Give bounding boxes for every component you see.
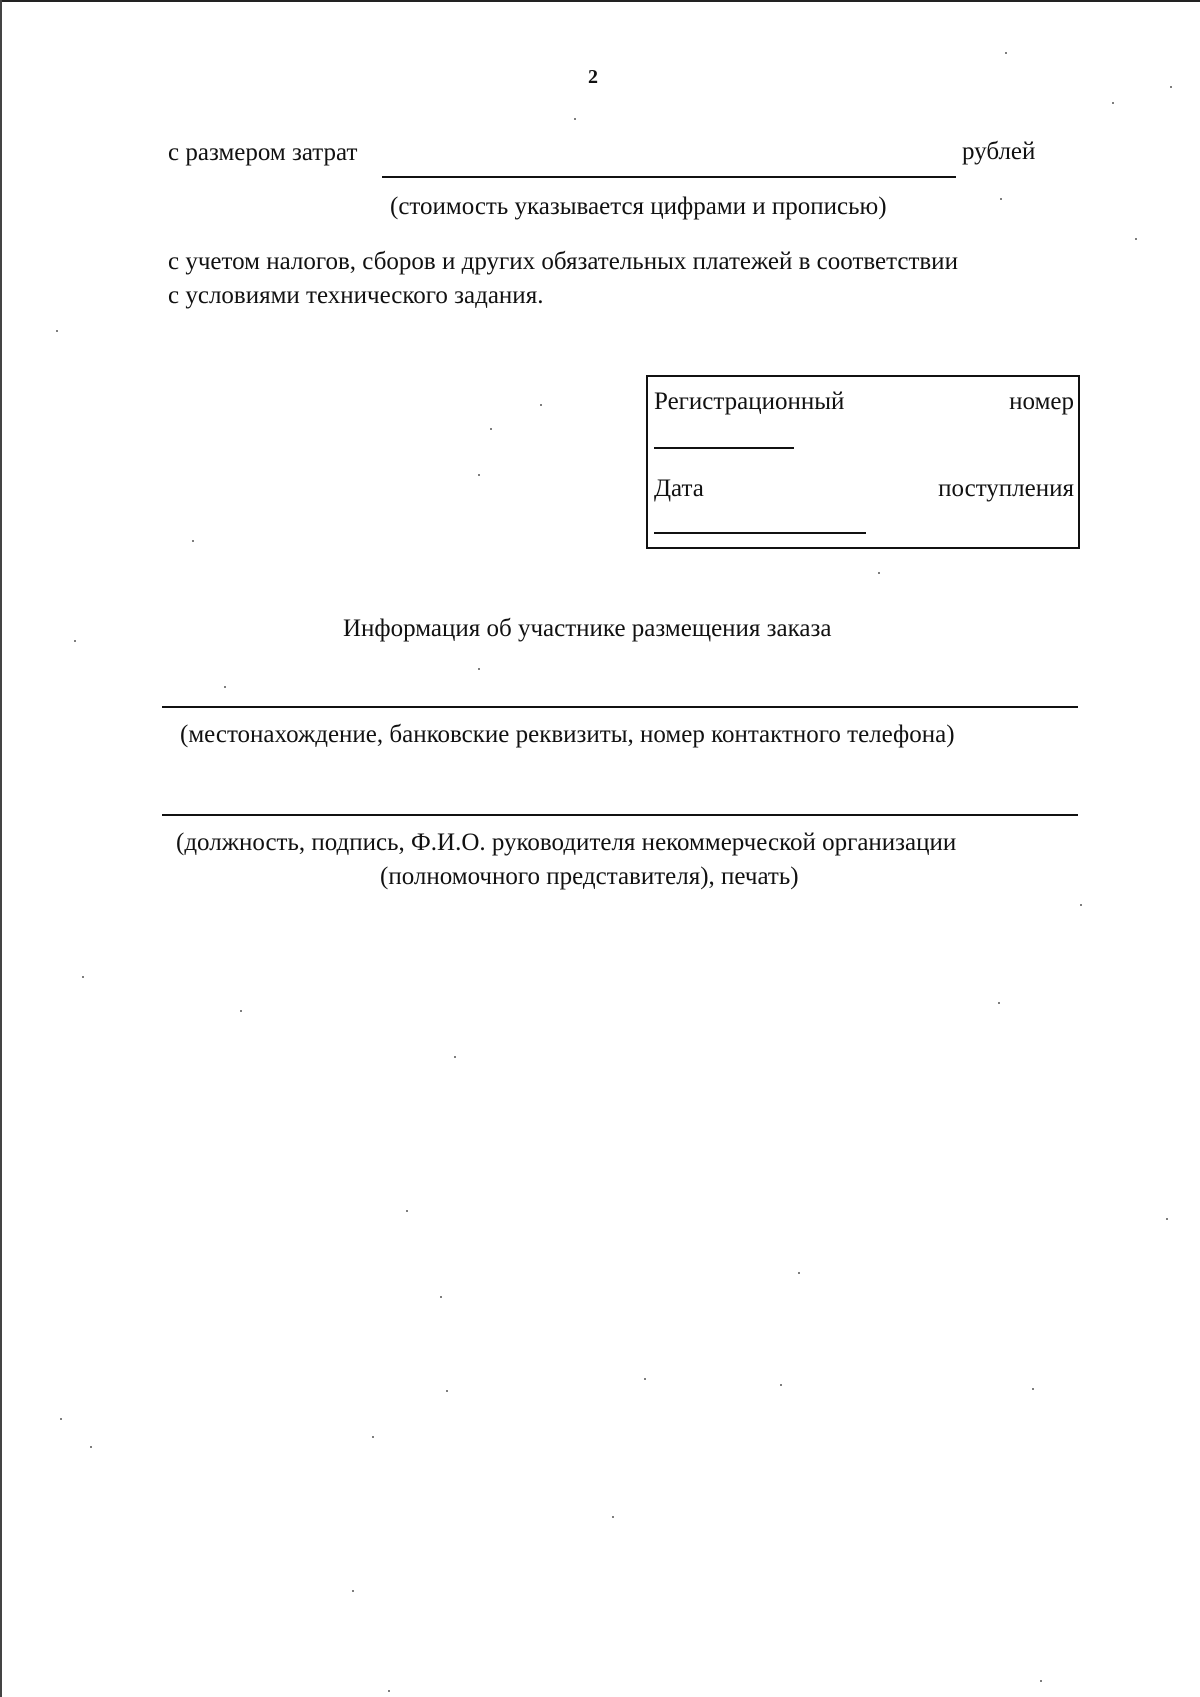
scan-speck — [1170, 86, 1172, 88]
scan-speck — [1040, 1680, 1042, 1682]
scan-speck — [352, 1590, 354, 1592]
scan-speck — [440, 1296, 442, 1298]
scan-speck — [446, 1390, 448, 1392]
scan-speck — [878, 572, 880, 574]
cost-prefix: с размером затрат — [168, 139, 358, 166]
scan-speck — [780, 1384, 782, 1386]
scan-speck — [406, 1210, 408, 1212]
scan-speck — [998, 1002, 1000, 1004]
scan-speck — [490, 428, 492, 430]
scan-speck — [388, 1690, 390, 1692]
taxes-line-2: с условиями технического задания. — [168, 282, 544, 309]
registration-number-label: Регистрационный — [654, 388, 845, 415]
scan-speck — [224, 686, 226, 688]
scan-speck — [90, 1446, 92, 1448]
location-fill-line — [162, 706, 1078, 708]
scan-speck — [454, 1056, 456, 1058]
arrival-date-label-right: поступления — [938, 475, 1074, 502]
arrival-date-fill-line — [654, 532, 866, 534]
scan-speck — [574, 118, 576, 120]
signature-hint-line-2: (полномочного представителя), печать) — [380, 863, 799, 890]
scan-speck — [1032, 1388, 1034, 1390]
scan-speck — [82, 976, 84, 978]
cost-hint: (стоимость указывается цифрами и прописью) — [390, 193, 887, 220]
registration-number-label-right: номер — [1009, 388, 1074, 415]
page-number: 2 — [588, 66, 598, 88]
cost-suffix: рублей — [962, 138, 1036, 165]
scan-speck — [74, 640, 76, 642]
scan-speck — [612, 1516, 614, 1518]
scan-speck — [372, 1436, 374, 1438]
scan-speck — [540, 404, 542, 406]
scan-speck — [1135, 238, 1137, 240]
scan-speck — [192, 540, 194, 542]
signature-hint-line-1: (должность, подпись, Ф.И.О. руководителя некоммерческой организации — [176, 829, 957, 856]
scan-left-edge — [0, 0, 2, 1697]
registration-box — [646, 375, 1080, 549]
location-hint: (местонахождение, банковские реквизиты, номер контактного телефона) — [180, 721, 955, 748]
scan-speck — [56, 330, 58, 332]
signature-fill-line — [162, 814, 1078, 816]
scan-speck — [1005, 52, 1007, 54]
participant-heading: Информация об участнике размещения заказа — [343, 615, 832, 642]
scan-speck — [798, 1272, 800, 1274]
scan-top-edge — [0, 0, 1200, 2]
scan-speck — [478, 474, 480, 476]
scan-speck — [60, 1418, 62, 1420]
scan-speck — [1166, 1218, 1168, 1220]
arrival-date-label: Дата — [654, 475, 704, 502]
scan-speck — [478, 668, 480, 670]
scan-speck — [1000, 198, 1002, 200]
cost-fill-line — [382, 176, 956, 178]
scan-speck — [240, 1010, 242, 1012]
scan-speck — [1112, 102, 1114, 104]
taxes-line-1: с учетом налогов, сборов и других обязательных платежей в соответствии — [168, 248, 958, 275]
scan-speck — [1080, 904, 1082, 906]
scan-speck — [644, 1378, 646, 1380]
registration-number-fill-line — [654, 447, 794, 449]
